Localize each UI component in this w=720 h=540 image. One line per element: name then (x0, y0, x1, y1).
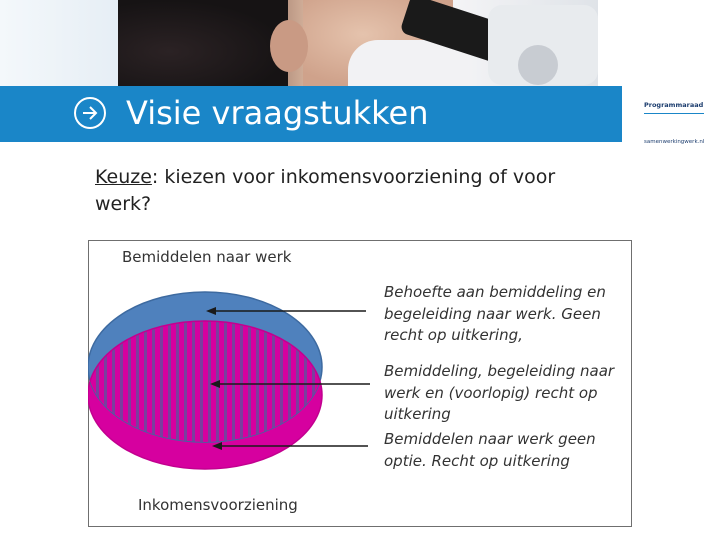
logo-divider (644, 113, 704, 114)
photo-hair (118, 0, 288, 86)
header-photo (118, 0, 598, 86)
logo-box (622, 86, 720, 162)
logo-name: Programmaraad (644, 101, 704, 109)
label-inkomensvoorziening: Inkomensvoorziening (138, 496, 298, 514)
logo-url: samenwerkingwerk.nl (644, 139, 705, 145)
header-left-fade (0, 0, 118, 86)
page-title: Visie vraagstukken (126, 94, 429, 132)
question-text (95, 164, 615, 218)
description-middle: Bemiddeling, begeleiding naar werk en (voorlopig) recht op uitkering (384, 362, 615, 423)
arrow-right-icon (74, 97, 106, 129)
description-bottom: Bemiddelen naar werk geen optie. Recht op uitkering (384, 430, 596, 470)
microscope-knob (518, 45, 558, 85)
label-bemiddelen: Bemiddelen naar werk (122, 248, 292, 266)
question-rest: : kiezen voor inkomensvoorziening of voor werk? (95, 166, 556, 215)
photo-ear (270, 20, 308, 72)
description-top: Behoefte aan bemiddeling en begeleiding naar werk. Geen recht op uitkering, (384, 283, 606, 344)
question-prefix: Keuze (95, 166, 152, 188)
